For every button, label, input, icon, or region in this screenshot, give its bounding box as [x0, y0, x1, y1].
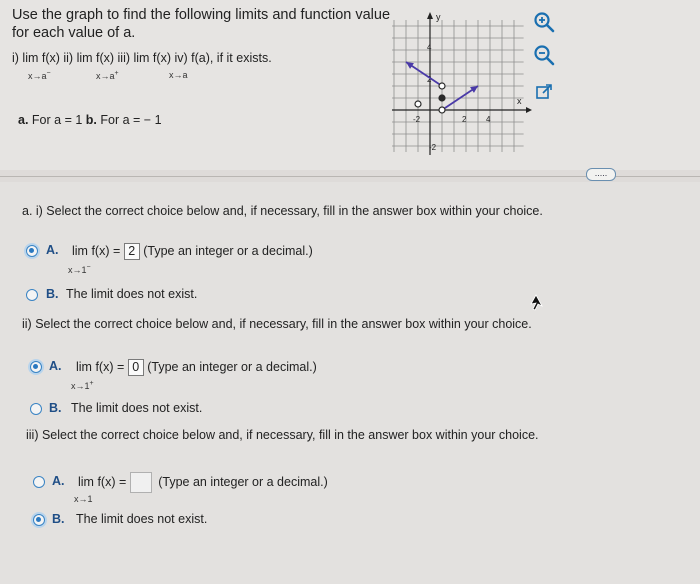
tick-x-4: 4: [486, 115, 491, 124]
option-iii-a-subscript: x→1: [74, 494, 93, 504]
prompt-iii: iii) Select the correct choice below and, if necessary, fill in the answer box within your choice.: [26, 428, 539, 442]
open-point: [439, 83, 445, 89]
option-ii-a-subscript: x→1+: [71, 380, 94, 391]
prompt-ii: ii) Select the correct choice below and, if necessary, fill in the answer box within your choice.: [22, 317, 532, 331]
option-iii-a-hint: (Type an integer or a decimal.): [158, 474, 328, 489]
zoom-in-icon: [533, 11, 555, 33]
option-i-a-lim: lim f(x) =: [72, 243, 121, 258]
radio-i-b[interactable]: [26, 289, 38, 301]
prompt-i: a. i) Select the correct choice below and, if necessary, fill in the answer box within your choice.: [22, 204, 543, 218]
popout-button[interactable]: [531, 79, 557, 105]
question-line-1: Use the graph to find the following limits and function value: [12, 7, 391, 23]
option-i-b-label: B.: [46, 287, 59, 301]
tick-x-neg2: -2: [413, 115, 421, 124]
open-point: [415, 101, 421, 107]
y-axis-arrow: [427, 12, 433, 19]
limit-subscript-two: x→a: [169, 70, 188, 80]
radio-i-a[interactable]: [26, 245, 38, 257]
option-iii-a-label: A.: [52, 474, 65, 488]
limits-list: i) lim f(x) ii) lim f(x) iii) lim f(x) iv) f(a), if it exists.: [12, 51, 272, 65]
answer-box-iii[interactable]: [130, 472, 152, 493]
radio-ii-b[interactable]: [30, 403, 42, 415]
option-i-b-text: The limit does not exist.: [66, 287, 198, 301]
parts-line: a. For a = 1 b. For a = − 1: [18, 113, 162, 127]
option-ii-a-lim: lim f(x) =: [76, 359, 125, 374]
tick-y-neg2: -2: [429, 143, 437, 152]
option-ii-a-hint: (Type an integer or a decimal.): [147, 359, 317, 374]
zoom-out-icon: [533, 44, 555, 66]
limit-subscript-left: x→a−: [28, 70, 51, 81]
more-button[interactable]: .....: [586, 168, 616, 181]
zoom-in-button[interactable]: [531, 9, 557, 35]
question-line-2: for each value of a.: [12, 25, 136, 41]
x-axis-arrow: [526, 107, 532, 113]
option-i-a-subscript: x→1−: [68, 264, 91, 275]
x-axis-label: x: [517, 96, 522, 106]
popout-icon: [535, 83, 553, 101]
y-axis-label: y: [436, 12, 441, 22]
option-ii-b-label: B.: [49, 401, 62, 415]
tick-y-4: 4: [427, 43, 432, 52]
function-graph: [392, 10, 532, 155]
radio-iii-a[interactable]: [33, 476, 45, 488]
option-iii-b-label: B.: [52, 512, 65, 526]
option-i-a-label: A.: [46, 243, 59, 257]
mouse-cursor-icon: [530, 294, 544, 312]
answer-box-ii[interactable]: 0: [128, 359, 144, 376]
tick-x-2: 2: [462, 115, 467, 124]
option-i-a-hint: (Type an integer or a decimal.): [143, 243, 313, 258]
zoom-out-button[interactable]: [531, 42, 557, 68]
option-ii-a-label: A.: [49, 359, 62, 373]
open-point: [439, 107, 445, 113]
closed-point: [439, 95, 445, 101]
answer-box-i[interactable]: 2: [124, 243, 140, 260]
option-ii-a: [76, 359, 317, 376]
radio-iii-b[interactable]: [33, 514, 45, 526]
option-iii-b-text: The limit does not exist.: [76, 512, 208, 526]
limit-subscript-right: x→a+: [96, 70, 119, 81]
tick-y-2: 2: [427, 75, 432, 84]
option-iii-a: [78, 472, 328, 493]
option-i-a: [72, 243, 313, 260]
radio-ii-a[interactable]: [30, 361, 42, 373]
option-ii-b-text: The limit does not exist.: [71, 401, 203, 415]
option-iii-a-lim: lim f(x) =: [78, 474, 127, 489]
